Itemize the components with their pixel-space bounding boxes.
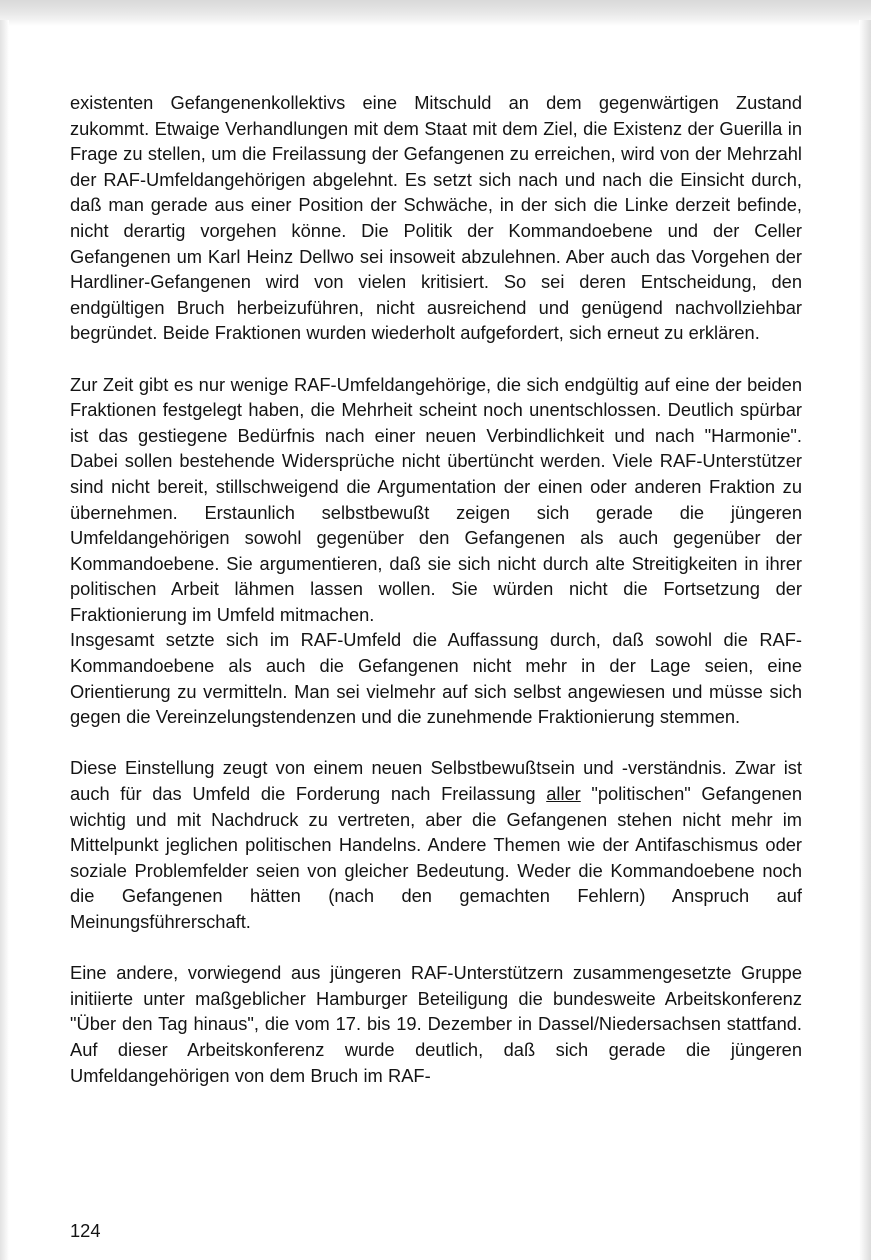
scan-shadow-right	[859, 20, 871, 1260]
paragraph-4: Eine andere, vorwiegend aus jüngeren RAF-Unterstützern zusammengesetzte Gruppe initiierte unter maßgeblicher Hamburger Beteiligung die bundesweite Arbeitskonferenz "Über den Tag hinaus", die vom 17. bis 19. Dezember in Dassel/Niedersachsen stattfand. Auf dieser Arbeitskonferenz wurde deutlich, daß sich gerade die jüngeren Umfeldangehörigen von dem Bruch im RAF-	[70, 962, 802, 1086]
underlined-word: aller	[546, 783, 581, 805]
paragraph-3	[70, 755, 802, 934]
page-body	[70, 90, 802, 1088]
scan-shadow-left	[0, 20, 9, 1260]
page-number: 124	[70, 1220, 101, 1241]
scan-shadow-top	[0, 0, 871, 26]
paragraph-3-text-before: Diese Einstellung zeugt von einem neuen Selbstbewußtsein und -verständnis. Zwar ist auch für das Umfeld die Forderung nach Freilassung	[70, 757, 802, 805]
paragraph-gap	[70, 346, 802, 372]
paragraph-1: existenten Gefangenenkollektivs eine Mitschuld an dem gegenwärtigen Zustand zukommt. Etwaige Verhandlungen mit dem Staat mit dem Ziel, die Existenz der Guerilla in Frage zu stellen, um die Freilassung der Gefangenen zu erreichen, wird von der Mehrzahl der RAF-Umfeldangehörigen abgelehnt. Es setzt sich nach und nach die Einsicht durch, daß man gerade aus einer Position der Schwäche, in der sich die Linke derzeit befinde, nicht derartig vorgehen könne. Die Politik der Kommandoebene und der Celler Gefangenen um Karl Heinz Dellwo sei insoweit abzulehnen. Aber auch das Vorgehen der Hardliner-Gefangenen wird von vielen kritisiert. So sei deren Entscheidung, den endgültigen Bruch herbeizuführen, nicht ausreichend und genügend nachvollziehbar begründet. Beide Fraktionen wurden wiederholt aufgefordert, sich erneut zu erklären.	[70, 92, 802, 344]
paragraph-2b: Insgesamt setzte sich im RAF-Umfeld die Auffassung durch, daß sowohl die RAF-Kommandoebene als auch die Gefangenen nicht mehr in der Lage seien, eine Orientierung zu vermitteln. Man sei vielmehr auf sich selbst angewiesen und müsse sich gegen die Vereinzelungstendenzen und die zunehmende Fraktionierung stemmen.	[70, 629, 802, 728]
paragraph-2a: Zur Zeit gibt es nur wenige RAF-Umfeldangehörige, die sich endgültig auf eine der beiden Fraktionen festgelegt haben, die Mehrheit scheint noch unentschlossen. Deutlich spürbar ist das gestiegene Bedürfnis nach einer neuen Verbindlichkeit und nach "Harmonie". Dabei sollen bestehende Widersprüche nicht übertüncht werden. Viele RAF-Unterstützer sind nicht bereit, stillschweigend die Argumentation der einen oder anderen Fraktion zu übernehmen. Erstaunlich selbstbewußt zeigen sich gerade die jüngeren Umfeldangehörigen sowohl gegenüber den Gefangenen als auch gegenüber der Kommandoebene. Sie argumentieren, daß sie sich nicht durch alte Streitigkeiten in ihrer politischen Arbeit lähmen lassen wollen. Sie würden nicht die Fortsetzung der Fraktionierung im Umfeld mitmachen.	[70, 373, 802, 625]
paragraph-gap	[70, 730, 802, 756]
paragraph-3-text-after: "politischen" Gefangenen wichtig und mit Nachdruck zu vertreten, aber die Gefangenen stehen nicht mehr im Mittelpunkt jeglichen politischen Handelns. Andere Themen wie der Antifaschismus oder soziale Problemfelder seien von gleicher Bedeutung. Weder die Kommandoebene noch die Gefangenen hätten (nach den gemachten Fehlern) Anspruch auf Meinungsführerschaft.	[70, 783, 803, 932]
paragraph-gap	[70, 935, 802, 961]
